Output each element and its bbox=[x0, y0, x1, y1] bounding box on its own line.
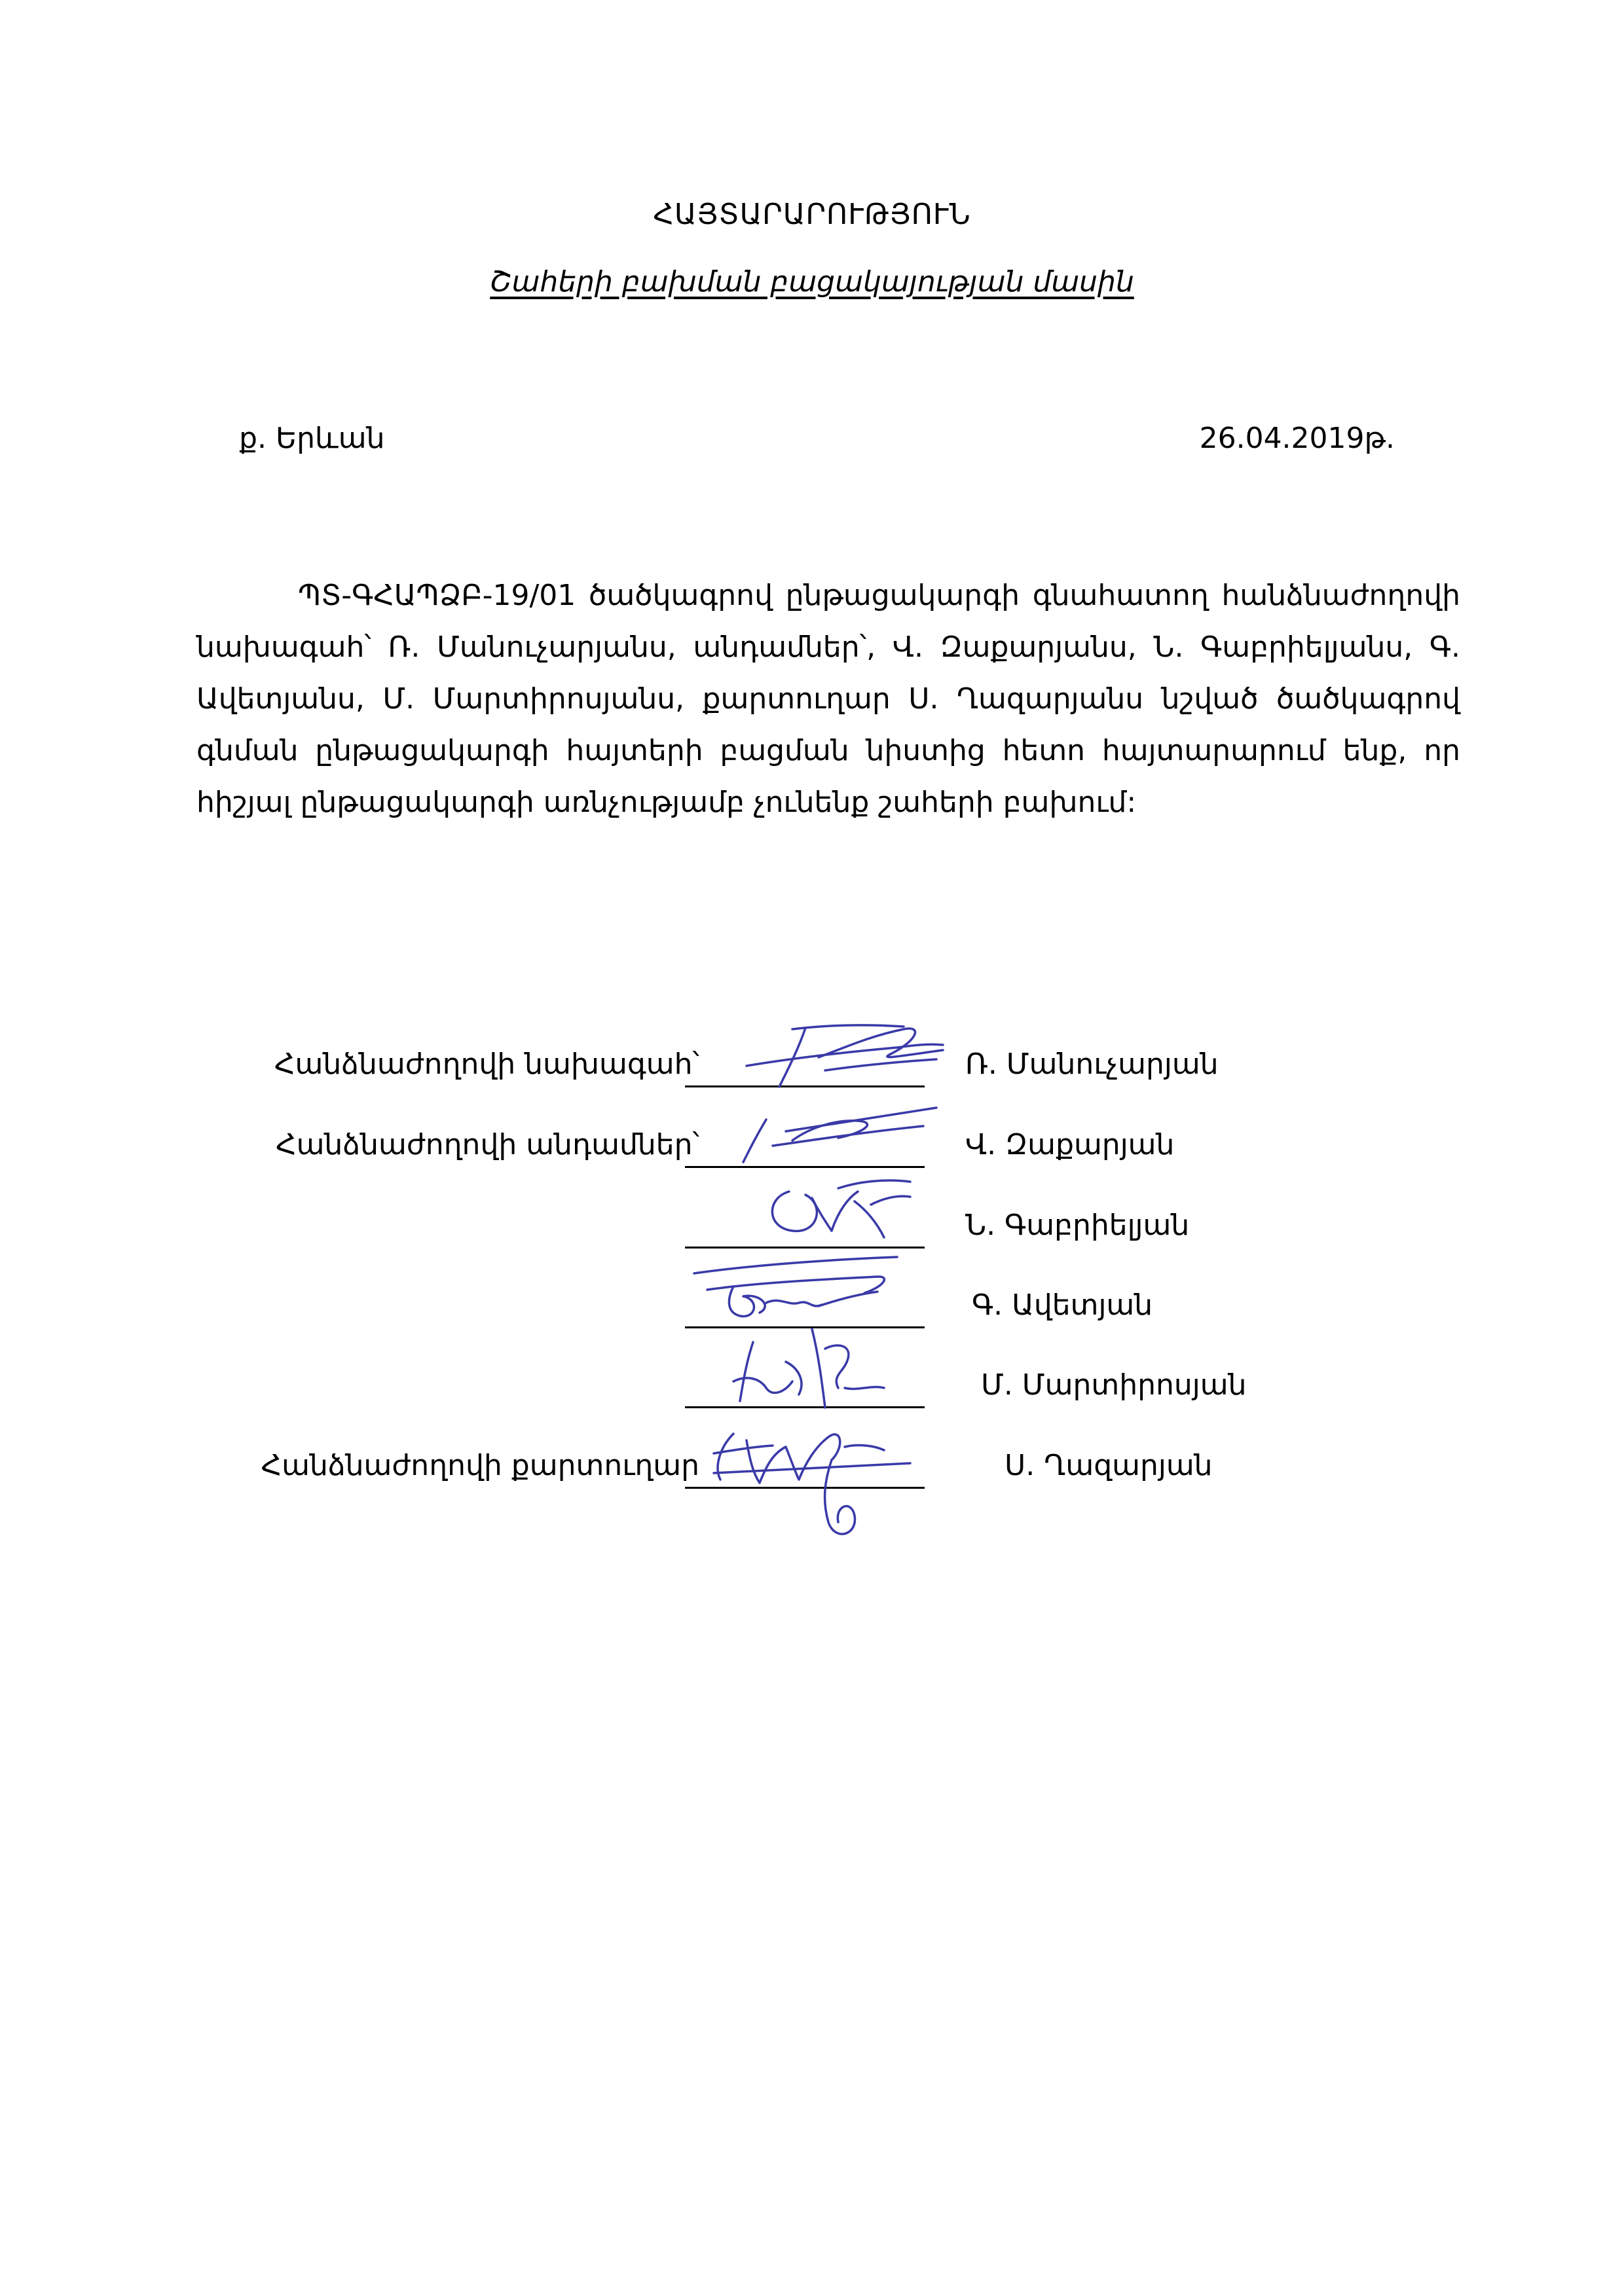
signatory-name: Վ. Զաքարյան bbox=[965, 1128, 1175, 1161]
document-subtitle: Շահերի բախման բացակայության մասին bbox=[490, 265, 1134, 299]
signatory-name: Մ. Մարտիրոսյան bbox=[981, 1368, 1247, 1402]
body-text bbox=[196, 570, 1460, 828]
signature-chair bbox=[707, 1021, 956, 1093]
role-label: Հանձնաժողովի նախագահ՝ bbox=[274, 1048, 699, 1081]
signature-line bbox=[685, 1166, 925, 1168]
signatory-name: Ն. Գաբրիելյան bbox=[965, 1209, 1190, 1242]
signatory-name: Գ. Ավետյան bbox=[972, 1288, 1153, 1322]
signature-member-3 bbox=[681, 1247, 917, 1326]
date: 26.04.2019թ. bbox=[1199, 422, 1395, 455]
signature-member-4 bbox=[707, 1316, 917, 1414]
signatory-name: Ռ. Մանուչարյան bbox=[965, 1048, 1219, 1081]
signature-member-1 bbox=[727, 1100, 950, 1165]
city: ք. Երևան bbox=[239, 422, 385, 455]
signature-member-2 bbox=[727, 1172, 923, 1250]
statement-paragraph: ՊՏ-ԳՀԱՊՁԲ-19/01 ծածկագրով ընթացակարգի գնահատող հանձնաժողովի նախագահ՝ Ռ. Մանուչարյանս, անդամներ՝, Վ. Զաքարյանս, Ն. Գաբրիելյանս, Գ. Ավետյանս, Մ. Մարտիրոսյանս, քարտուղար Ս. Ղազարյանս նշված ծածկագրով գնման ընթացակարգի հայտերի բացման նիստից հետո հայտարարում ենք, որ հիշյալ ընթացակարգի առնչությամբ չունենք շահերի բախում: bbox=[196, 579, 1460, 819]
role-label: Հանձնաժողովի քարտուղար bbox=[261, 1449, 699, 1482]
signature-secretary bbox=[688, 1408, 923, 1545]
role-label: Հանձնաժողովի անդամներ՝ bbox=[276, 1128, 699, 1161]
signatory-name: Ս. Ղազարյան bbox=[1005, 1449, 1213, 1482]
document-title: ՀԱՅՏԱՐԱՐՈՒԹՅՈՒՆ bbox=[653, 198, 971, 231]
